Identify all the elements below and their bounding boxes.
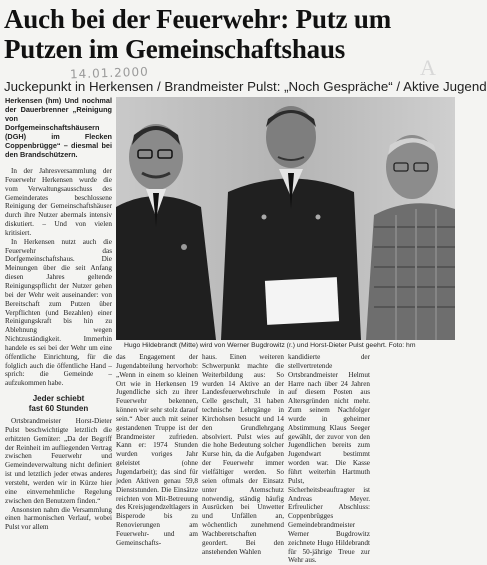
- photo-firefighters: [116, 97, 455, 340]
- article-intro: Herkensen (hm) Und nochmal der Dauerbrenner „Reinigung von Dorfgemeinschaftshäusern (DGH) im Flecken Coppenbrügge“ – diesmal bei den Brandschützern.: [5, 96, 112, 159]
- section-subtitle: [5, 394, 112, 413]
- article-paragraph: das Engagement der Jugendabteilung hervorhob: „Wenn in einem so kleinen Ort wie in Herkensen 19 Jugendliche sich zu ihrer Feuerwehr bekennen, können wir sehr stolz darauf sein.“ Aber auch mit seiner gestandenen Truppe ist der Brandmeister zufrieden. Kann er: 1974 Stunden wurden voriges Jahr geleistet (ohne Jugendarbeit); das sind für jeden Aktiven genau 59,8 Dienststunden. Die Einsätze reichten von Mit-Betreuung des Kreisjugendzeltlagers in Bisperode bis zu Renovierungen am Feuerwehr- und am Gemeinschafts-: [116, 353, 198, 547]
- article-paragraph: Ortsbrandmeister Horst-Dieter Pulst beschwichtigte letztlich die erhitzten Gemüter: „Da der Begriff der Reinheit im aufliegenden Vertrag zwischen Feuerwehr und Gemeindeverwaltung nicht definiert ist und letztlich jeder etwas anderes versteht, werden wir in Kürze hier eine einvernehmliche Regelung zwischen den Benutzern finden.“: [5, 417, 112, 505]
- background-ghost-text: A: [420, 55, 436, 80]
- headline-line-1: Auch bei der Feuerwehr: Putz um: [4, 4, 391, 34]
- headline: [4, 4, 456, 64]
- article-paragraph: haus. Einen weiteren Schwerpunkt machte die Weiterbildung aus: So wurden 14 Aktive an der Landesfeuerwehrschule in Celle geschult, 31 haben technische Lehrgänge in Kirchohsen besucht und 14 den Grundlehrgang absolviert. Pulst wies auf die hohe Bedeutung solcher Kurse hin, da die Aufgaben der Feuerwehr immer vielfältiger werden. So seien oftmals der Einsatz unter Atemschutz notwendig, ständig häufig Ausrücken bei Unwetter und Unfällen an, wöchentlich zunehmend Wachberetschaften geordert. Bei den anstehenden Wahlen: [202, 353, 284, 556]
- date-stamp: 14.01.2000: [69, 64, 149, 82]
- article-paragraph: Ansonsten nahm die Versammlung einen harmonischen Verlauf, wobei Pulst vor allem: [5, 505, 112, 532]
- article-paragraph: In der Jahresversammlung der Feuerwehr Herkensen wurde die vom Verwaltungsausschuss des Gemeinderates beschlossene Reinigung der Gemeinschaftshäuser durch ihre Nutzer abermals intensiv diskutiert. – Und von vielen kritisiert.: [5, 167, 112, 237]
- photo-caption: Hugo Hildebrandt (Mitte) wird von Werner Bugdrowitz (r.) und Horst-Dieter Pulst geehrt. Foto: hm: [124, 342, 416, 349]
- headline-line-2: Putzen im Gemeinschaftshaus: [4, 34, 346, 64]
- subheadline: Juckepunkt in Herkensen / Brandmeister Pulst: „Noch Gespräche“ / Aktive Jugend: [4, 79, 487, 94]
- section-subtitle-line-2: fast 60 Stunden: [28, 403, 89, 413]
- article-column-3: [202, 353, 284, 556]
- article-column-4: [288, 353, 370, 565]
- article-paragraph: kandidierte der stellvertretende Ortsbrandmeister Helmut Harre nach über 24 Jahren auf diesem Posten aus Altersgründen nicht mehr. Zum seinem Nachfolger wurde in geheimer Abstimmung Klaus Seeger gewählt, der zuvor von den Jugendlichen bereits zum Jugendwart bestimmt worden war. Die Kasse führt weiterhin Hartmuth Pulst, Sicherheitsbeauftragter ist Andreas Meyer. Erfreulicher Abschluss: Coppenbrügges Gemeindebrandmeister Werner Bugdrowitz zeichnete Hugo Hildebrandt für 50-jährige Treue zur Wehr aus.: [288, 353, 370, 565]
- article-column-1: [5, 96, 112, 532]
- photo-illustration: [116, 97, 455, 340]
- article-column-2: [116, 353, 198, 547]
- article-paragraph: In Herkensen nutzt auch die Feuerwehr das Dorfgemeinschaftshaus. Die Meinungen über die seit Anfang diesen Jahres geltende Reinigungspflicht der Nutzer gehen bei der Wehr weit auseinander: von Bereitschaft zum Putzen über Verpflichten (und Bezahlen) einer Reinigungskraft bis hin zu Ablehnung wegen Nichtzuständigkeit. Immerhin handele es sei bei der Wehr um eine öffentliche Einrichtung, für die folglich auch die öffentliche Hand – sprich: die Gemeinde – aufzukommen habe.: [5, 237, 112, 388]
- section-subtitle-line-1: Jeder schiebt: [32, 394, 85, 404]
